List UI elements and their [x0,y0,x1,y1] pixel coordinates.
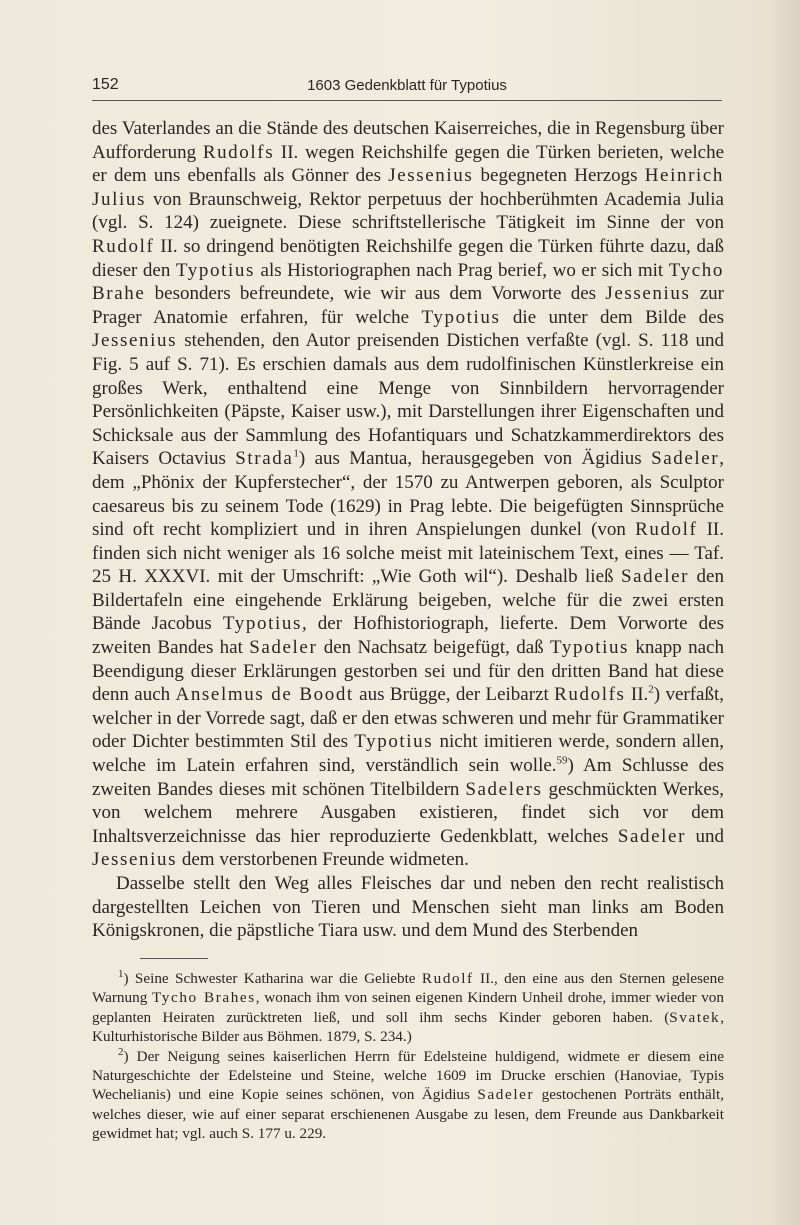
footnote-1 [92,969,724,1047]
text-run: stehenden, den Autor preisenden Distichen verfaßte (vgl. S. 118 und Fig. 5 auf S. 71). Es erschien damals aus dem rudolfinischen Künstlerkreise ein großes Werk, enthaltend eine Menge von Sinnbildern hervorragender Persönlichkeiten (Päpste, Kaiser usw.), mit Darstellungen ihrer Eigenschaften und Schicksale aus der Sammlung des Hofantiquars und Schatzkammerdirektors des Kaisers Octavius [92,330,724,470]
text-run: II. [625,684,649,706]
text-run: II. wegen Reichshilfe gegen die Türken berieten, welche er dem uns ebenfalls als Gönner des [92,141,725,187]
name-tycho-brahes: Tycho Brahes [151,989,256,1007]
name-typotius: Typotius [354,731,434,753]
name-rudolfs: Rudolfs [554,684,626,706]
name-typotius: Typotius [550,637,630,659]
name-jessenius: Jessenius [388,165,474,187]
paragraph-1 [92,117,724,872]
name-sadeler: Sadeler [620,566,690,588]
name-svatek: Svatek [669,1008,721,1026]
running-header [92,76,722,101]
name-strada: Strada [235,448,294,470]
name-jessenius: Jessenius [92,330,178,352]
text-run: und [686,825,724,847]
name-typotius: Typotius [222,613,302,635]
text-run: zur Prager Anatomie erfahren, für welche [92,283,724,328]
text-run: ) Am Schlusse des zweiten Bandes dieses mit schönen Titelbildern [92,755,724,800]
footnote-divider [140,958,208,959]
footnote-mark-1: 1 [118,967,124,980]
text-run: ) Seine Schwester Katharina war die Geliebte [123,970,422,987]
name-typotius: Typotius [175,259,255,281]
text-run: ) Der Neigung seines kaiserlichen Herrn für Edelsteine huldigend, widmete er diesem eine Naturgeschichte der Edelsteine und Steine, welche 1609 im Drucke erschien (Hanoviae, Typis Wechelianis) und eine Kopie seines schönen, von Ägidius [92,1047,724,1104]
name-typotius: Typotius [421,306,501,328]
running-title: 1603 Gedenkblatt für Typotius [307,77,507,94]
main-text [92,117,724,943]
text-run: , wonach ihm von seinen eigenen Kindern Unheil drohe, immer wieder von geplanten Heiraten zurücktreten ließ, und soll ihm sechs Kinder geboren haben. ( [92,989,724,1026]
text-run: ) aus Mantua, herausgegeben von Ägidius [298,448,652,470]
text-run: II. so dringend benötigten Reichshilfe gegen die Türken führte dazu, daß dieser den [92,235,724,281]
text-run: von Braunschweig, Rektor perpetuus der hochberühmten Academia Julia (vgl. S. 124) zueignete. Diese schriftstellerische Tätigkeit im Sinne der von [92,188,724,234]
footnote-2 [92,1047,724,1144]
text-run: , Kulturhistorische Bilder aus Böhmen. 1879, S. 234.) [92,1008,724,1046]
name-anselmus-de-boodt: Anselmus de Boodt [175,684,354,706]
text-run: besonders befreundete, wie wir aus dem Vorworte des [145,283,606,305]
name-jessenius: Jessenius [92,849,178,871]
text-run: , der Hofhistoriograph, lieferte. Dem Vorworte des zweiten Bandes hat [92,613,724,659]
text-run: II. finden sich nicht weniger als 16 solche meist mit lateinischem Text, eines — Taf. 25 H. XXXVI. mit der Umschrift: „Wie Goth wil“). Deshalb ließ [92,519,725,588]
footnotes [92,969,724,1144]
reference-59[interactable]: 59 [556,754,568,767]
name-rudolf: Rudolf [92,235,155,257]
text-run: , dem „Phönix der Kupferstecher“, der 1570 zu Antwerpen geboren, als Sculptor caesareus bis zu seinem Tode (1629) in Prag lebte. Die beigefügten Sinnsprüche sind oft recht kompliziert und in ihren Anspielungen dunkel (von [92,448,724,541]
text-run: des Vaterlandes an die Stände des deutschen Kaiserreiches, die in Regensburg über Aufforderung [92,118,724,163]
text-run: begegneten Herzogs [473,165,645,187]
text-run: den Bildertafeln eine eingehende Erklärung beigeben, welche für die zwei ersten Bände Jacobus [92,566,724,635]
text-run: II., den eine aus den Sternen gelesene Warnung [92,970,724,1007]
name-sadeler: Sadeler [617,825,687,847]
name-sadeler: Sadeler [477,1086,535,1104]
name-sadelers: Sadelers [465,778,543,800]
name-heinrich-julius: Heinrich Julius [92,165,725,210]
name-sadeler: Sadeler [651,448,720,470]
name-rudolf: Rudolf [635,519,698,541]
text-run: nicht imitieren werde, sondern allen, welche im Latein erfahren sind, verständlich sein wolle. [92,731,724,777]
text-run: ) verfaßt, welcher in der Vorrede sagt, daß er den etwas schweren und mehr für Grammatiker oder Dichter bestimmten Stil des [92,684,725,753]
text-run: aus Brügge, der Leibarzt [353,684,555,706]
text-run: knapp nach Beendigung dieser Erklärungen gestorben sei und für den dritten Band hat diese denn auch [92,637,724,706]
footnote-ref-2[interactable]: 2 [648,683,654,696]
paragraph-2: Dasselbe stellt den Weg alles Fleisches dar und neben den recht realistisch dargestellten Leichen von Tieren und Menschen sieht man links am Boden Königskronen, die päpstliche Tiara usw. und dem Mund des Sterbenden [92,873,724,942]
text-run: gestochenen Porträts enthält, welches dieser, wie auf einer separat erschienenen Ausgabe zu lesen, dem Freunde aus Dankbarkeit gewidmet hat; vgl. auch S. 177 u. 229. [92,1086,724,1143]
name-tycho-brahe: Tycho Brahe [92,259,724,305]
name-sadeler: Sadeler [249,637,318,659]
text-run: geschmückten Werkes, von welchem mehrere Ausgaben existieren, findet sich vor dem Inhaltsverzeichnisse das hier reproduzierte Gedenkblatt, welches [92,778,724,847]
text-run: dem verstorbenen Freunde widmeten. [177,849,469,871]
name-jessenius: Jessenius [605,283,691,305]
text-run: als Historiographen nach Prag berief, wo er sich mit [254,259,669,281]
name-rudolf: Rudolf [421,970,474,987]
footnote-mark-2: 2 [118,1045,124,1058]
page-number: 152 [92,76,119,93]
text-run: den Nachsatz beigefügt, daß [317,637,551,659]
name-rudolfs: Rudolfs [202,141,275,163]
footnote-ref-1[interactable]: 1 [293,447,299,460]
text-run: die unter dem Bilde des [500,306,724,328]
